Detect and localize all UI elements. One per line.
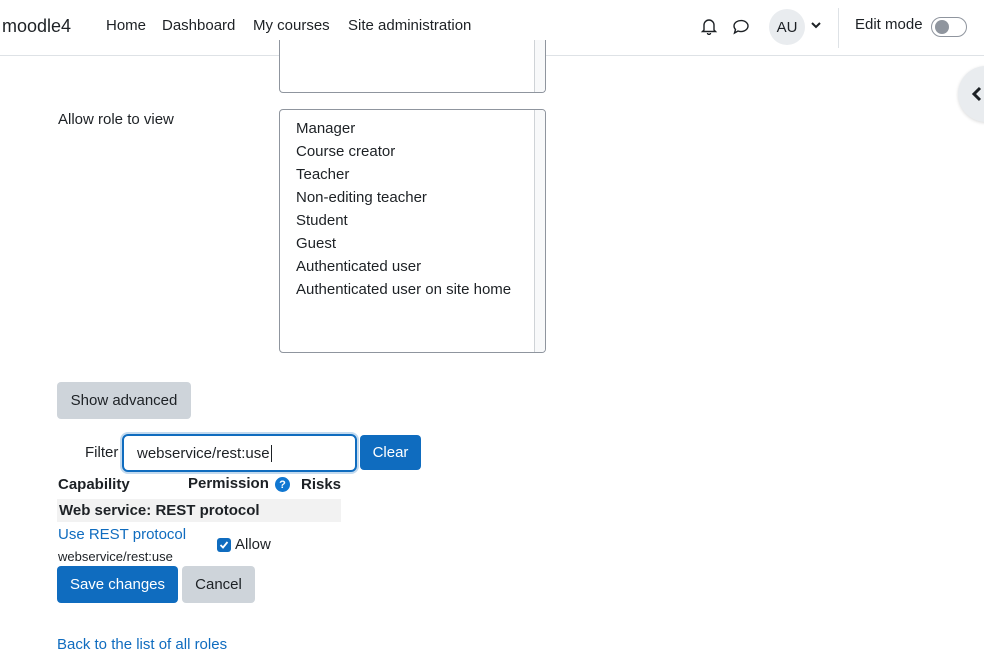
filter-input-value: webservice/rest:use (137, 444, 270, 462)
checkmark-icon (219, 540, 229, 550)
toggle-knob (935, 20, 949, 34)
save-changes-button[interactable]: Save changes (57, 566, 178, 603)
site-brand[interactable]: moodle4 (2, 16, 72, 36)
notifications-bell-icon[interactable] (698, 15, 720, 37)
role-option[interactable]: Manager (296, 120, 356, 137)
messages-chat-icon[interactable] (730, 15, 752, 37)
allow-checkbox-label[interactable]: Allow (235, 536, 271, 553)
capability-header: Capability (58, 476, 130, 493)
nav-home[interactable]: Home (106, 17, 147, 34)
allow-role-assign-listbox[interactable] (279, 40, 546, 93)
role-option[interactable]: Teacher (296, 166, 350, 183)
listbox-scrollbar[interactable] (534, 110, 545, 352)
listbox-scrollbar[interactable] (534, 40, 545, 92)
allow-checkbox[interactable] (217, 538, 231, 552)
edit-mode-toggle[interactable] (931, 17, 967, 37)
cancel-button[interactable]: Cancel (182, 566, 255, 603)
nav-divider (838, 8, 839, 48)
capability-group-title: Web service: REST protocol (59, 502, 260, 519)
role-option[interactable]: Course creator (296, 143, 396, 160)
nav-site-administration[interactable]: Site administration (348, 17, 472, 34)
role-option[interactable]: Authenticated user (296, 258, 422, 275)
filter-label: Filter (85, 444, 119, 461)
role-option[interactable]: Non-editing teacher (296, 189, 427, 206)
allow-role-view-listbox[interactable] (279, 109, 546, 353)
clear-filter-button[interactable]: Clear (360, 435, 421, 470)
show-advanced-button[interactable]: Show advanced (57, 382, 191, 419)
filter-input[interactable] (122, 434, 357, 472)
user-avatar[interactable]: AU (769, 9, 805, 45)
chevron-down-icon[interactable] (809, 18, 823, 32)
chevron-left-icon (970, 86, 984, 102)
text-caret (271, 445, 272, 462)
role-option[interactable]: Guest (296, 235, 337, 252)
capability-code: webservice/rest:use (58, 549, 173, 564)
nav-my-courses[interactable]: My courses (253, 17, 330, 34)
permission-header: Permission (188, 475, 269, 492)
role-option[interactable]: Authenticated user on site home (296, 281, 512, 298)
back-to-roles-link[interactable]: Back to the list of all roles (57, 636, 228, 653)
capability-group-row (57, 499, 341, 522)
role-option[interactable]: Student (296, 212, 348, 229)
risks-header: Risks (301, 476, 342, 493)
nav-dashboard[interactable]: Dashboard (162, 17, 236, 34)
capability-name-link[interactable]: Use REST protocol (58, 526, 187, 543)
edit-mode-label: Edit mode (855, 16, 923, 33)
open-drawer-button[interactable] (958, 66, 984, 122)
allow-role-view-label: Allow role to view (58, 111, 174, 128)
question-circle-icon[interactable]: ? (275, 477, 290, 492)
